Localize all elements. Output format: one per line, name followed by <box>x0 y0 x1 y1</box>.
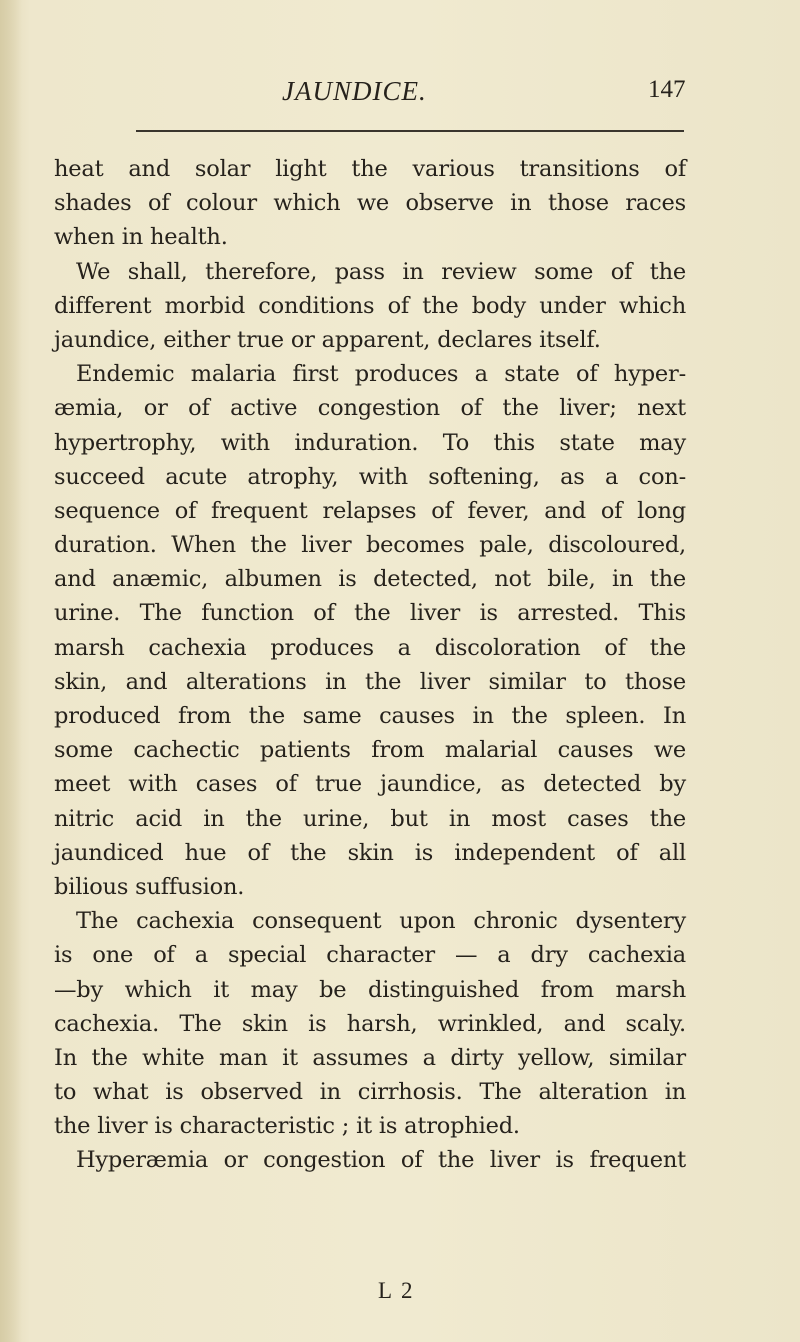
text-line: and anæmic, albumen is detected, not bile, in the <box>54 566 686 593</box>
text-line: some cachectic patients from malarial causes we <box>54 737 686 764</box>
body-text <box>54 152 686 1178</box>
text-line: the liver is characteristic ; it is atrophied. <box>54 1113 520 1140</box>
signature-mark: L 2 <box>378 1278 415 1303</box>
text-line: meet with cases of true jaundice, as detected by <box>54 771 686 798</box>
text-line: to what is observed in cirrhosis. The alteration in <box>54 1079 686 1106</box>
page-header <box>0 76 800 112</box>
text-line: duration. When the liver becomes pale, discoloured, <box>54 532 686 559</box>
text-line: skin, and alterations in the liver similar to those <box>54 668 686 695</box>
text-line: marsh cachexia produces a discoloration of the <box>54 634 686 661</box>
text-line: cachexia. The skin is harsh, wrinkled, and scaly. <box>54 1010 686 1037</box>
text-line: nitric acid in the urine, but in most cases the <box>54 805 686 832</box>
text-line: when in health. <box>54 224 228 251</box>
text-line: bilious suffusion. <box>54 873 245 900</box>
text-line: hypertrophy, with induration. To this state may <box>54 429 686 456</box>
text-line: The cachexia consequent upon chronic dysentery <box>76 908 686 935</box>
text-line: succeed acute atrophy, with softening, as a con- <box>54 463 686 490</box>
page-gutter-shadow <box>0 0 22 1342</box>
text-line: jaundiced hue of the skin is independent of all <box>54 839 686 866</box>
text-line: urine. The function of the liver is arrested. This <box>54 600 686 627</box>
text-line: shades of colour which we observe in those races <box>54 190 686 217</box>
text-line: In the white man it assumes a dirty yellow, similar <box>54 1044 686 1071</box>
text-line: is one of a special character — a dry cachexia <box>54 942 686 969</box>
header-rule <box>136 130 684 132</box>
text-line: —by which it may be distinguished from marsh <box>54 976 686 1003</box>
text-line: heat and solar light the various transitions of <box>54 156 686 182</box>
text-line: different morbid conditions of the body under which <box>54 292 686 319</box>
text-line: sequence of frequent relapses of fever, and of long <box>54 497 686 524</box>
page-number: 147 <box>648 76 686 103</box>
text-line: æmia, or of active congestion of the liver; next <box>54 395 686 422</box>
running-head: JAUNDICE. <box>282 76 427 106</box>
text-line: produced from the same causes in the spleen. In <box>54 703 686 729</box>
text-line: Endemic malaria first produces a state of hyper- <box>76 361 686 388</box>
text-line: jaundice, either true or apparent, declares itself. <box>54 326 601 353</box>
text-line: We shall, therefore, pass in review some of the <box>76 258 686 285</box>
text-line: Hyperæmia or congestion of the liver is frequent <box>76 1147 686 1174</box>
